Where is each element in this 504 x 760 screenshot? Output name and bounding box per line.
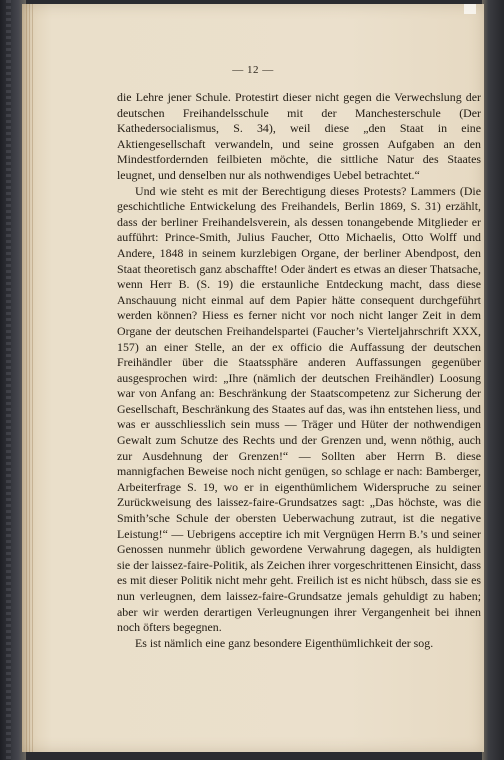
page-number: — 12 — bbox=[232, 64, 274, 76]
paragraph-2: Und wie steht es mit der Berechtigung dieses Protests? Lammers (Die geschichtliche Entwickelung des Freihandels, Berlin 1869, S. 31) erzählt, dass der berliner Freihandelsverein, als dessen tonangebende Mitglieder er aufführt: Prince-Smith, Julius Faucher, Otto Michaelis, Otto Wolff und Andere, 1848 in seinem kurzlebigen Organe, der berliner Abendpost, den Staat theoretisch ganz abschaffte! Oder ändert es etwas an dieser Thatsache, wenn Herr B. (S. 19) die erstaunliche Entdeckung macht, dass diese Anschauung nicht einmal auf dem Papier hätte consequent durchgeführt werden können? Hiess es ferner nicht vor noch nicht langer Zeit in dem Organe der deutschen Freihandelspartei (Faucher’s Vierteljahrschrift XXX, 157) an einer Stelle, an der ex officio die Auffassung der deutschen Freihändler über die Staatssphäre anderen Auffassungen gegenüber ausgesprochen wird: „Ihre (nämlich der deutschen Freihändler) Loosung war von Anfang an: Beschränkung der Staatscompetenz zur Sicherung der Gesellschaft, Beschränkung des Staates auf das, was ihn entstehen liess, und was er ausschliesslich sein muss — Träger und Hüter der nothwendigen Gewalt zum Schutze des Rechts und der Grenzen und, wenn nöthig, auch zur Ausdehnung der Grenzen!“ — Sollten aber Herrn B. diese mannigfachen Beweise noch nicht genügen, so schlage er nach: Bamberger, Arbeiterfrage S. 19, wo er in eigenthümlichem Widerspruche zu seiner Zurückweisung des laissez-faire-Grundsatzes sagt: „Das höchste, was die Smith’sche Schule der obersten Ueberwachung zutraut, ist die negative Leistung!“ — Uebrigens acceptire ich mit Vergnügen Herrn B.’s und seiner Genossen nunmehr üblich gewordene Verwahrung dagegen, als huldigten sie der laissez-faire-Politik, als Zeichen ihrer vorgeschrittenen Einsicht, dass es mit dieser Politik nicht mehr geht. Freilich ist es nicht hübsch, dass sie es nun verleugnen, dem laissez-faire-Grundsatze jemals gehuldigt zu haben; aber wir werden derartigen Verleugnungen ihrer Vergangenheit bei ihnen noch öfters begegnen. bbox=[117, 183, 481, 635]
paragraph-3: Es ist nämlich eine ganz besondere Eigenthümlichkeit der sog. bbox=[135, 635, 434, 650]
book-binding-right bbox=[482, 0, 504, 760]
paragraph-1: die Lehre jener Schule. Protestirt dieser nicht gegen die Verwechslung der deutschen Freihandelsschule mit der Manchesterschule (Der Kathedersocialismus, S. 34), weil diese „den Staat in eine Aktiengesellschaft verwandeln, und seine grossen Aufgaben an den Mindestfordernden feilbieten möchte, die sittliche Natur des Staates leugnet, und denselben nur als nothwendiges Uebel betrachtet.“ bbox=[117, 90, 481, 182]
paper-mark bbox=[464, 4, 476, 14]
book-page bbox=[22, 4, 484, 752]
page-body bbox=[117, 90, 481, 651]
